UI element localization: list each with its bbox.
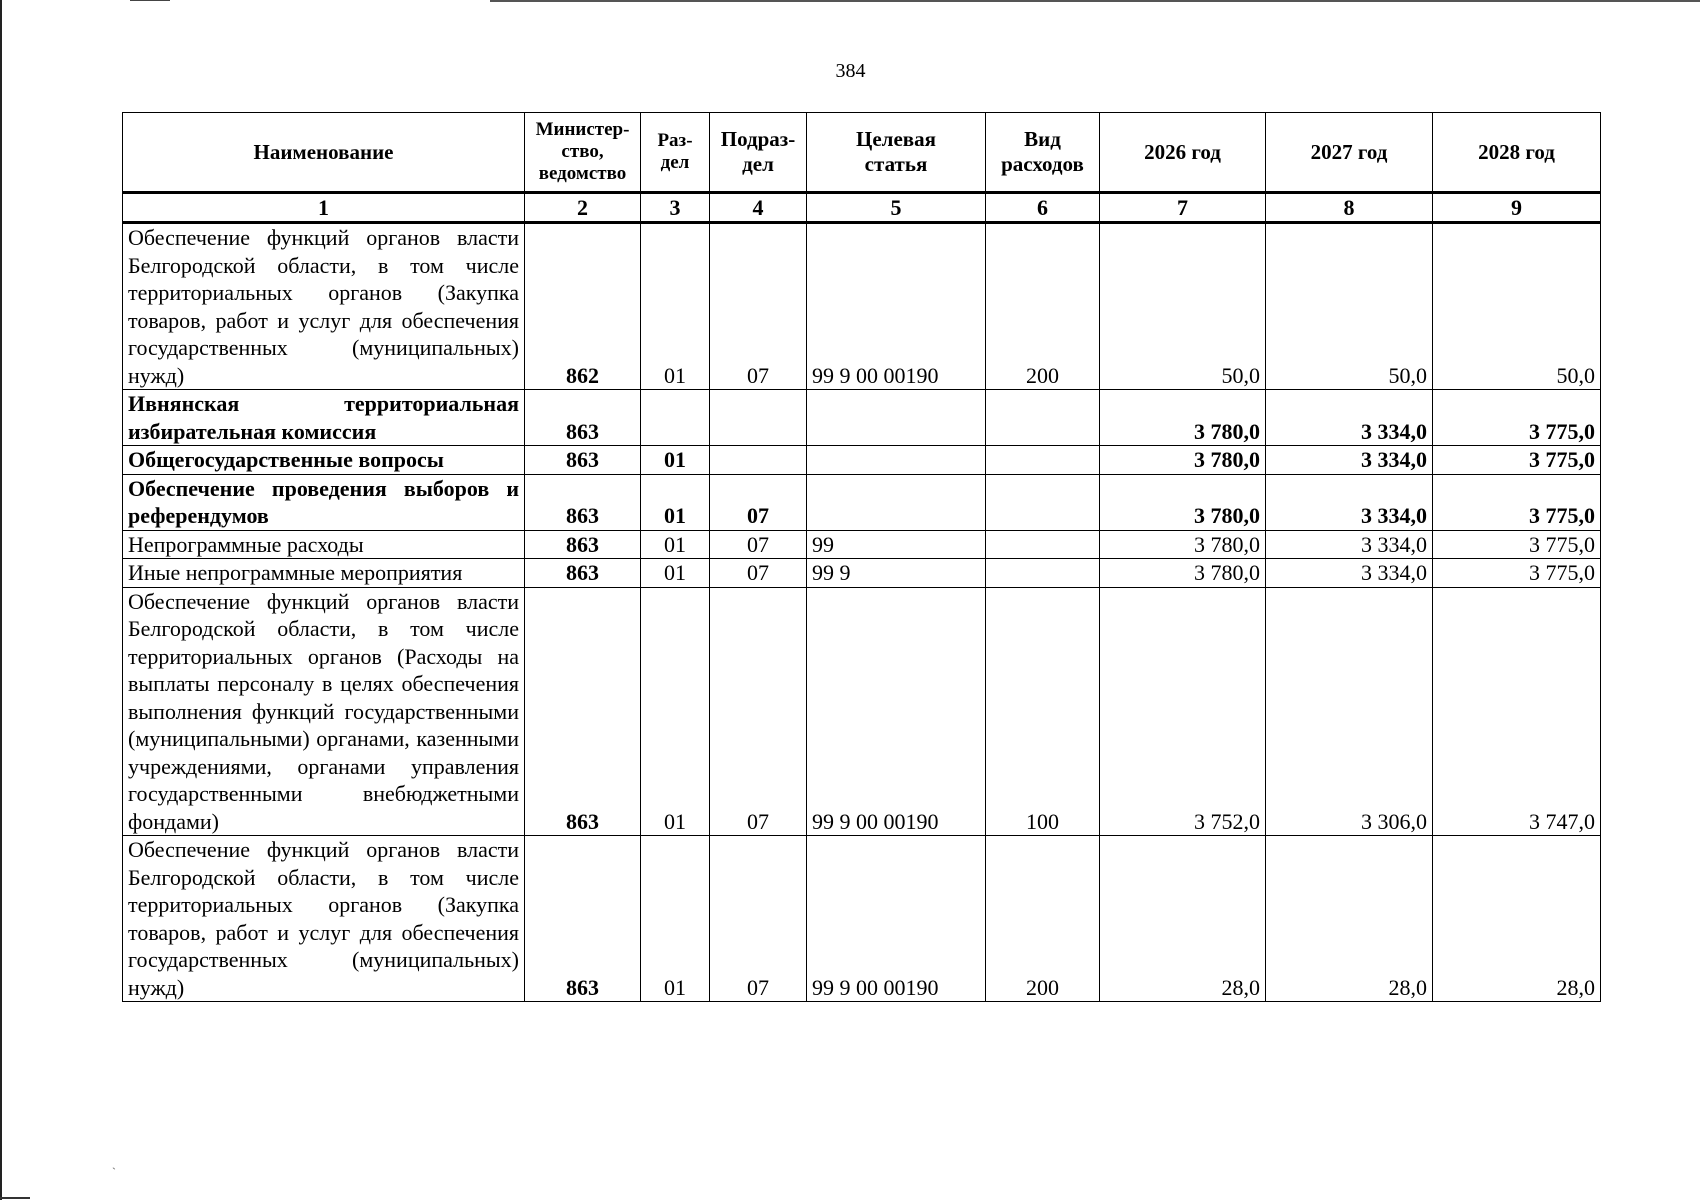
row-2027-cell: 3 334,0 [1266,530,1433,559]
col-header-name: Наименование [123,113,525,193]
row-2026-cell: 3 780,0 [1100,474,1266,530]
row-2028-cell: 3 775,0 [1433,530,1601,559]
row-2028-cell: 3 775,0 [1433,446,1601,475]
col-number: 3 [641,193,710,223]
row-name-cell: Ивнянская территориальная избирательная комиссия [123,390,525,446]
table-row [123,587,1601,836]
row-2027-cell: 50,0 [1266,223,1433,390]
row-2026-cell: 3 780,0 [1100,530,1266,559]
col-number: 5 [807,193,986,223]
row-2026-cell: 28,0 [1100,836,1266,1002]
col-number: 9 [1433,193,1601,223]
row-2026-cell: 3 752,0 [1100,587,1266,836]
row-article-cell: 99 9 [807,559,986,588]
row-ministry-cell: 863 [525,390,641,446]
row-2026-cell: 3 780,0 [1100,446,1266,475]
row-expense-type-cell: 200 [986,223,1100,390]
row-subsection-cell: 07 [710,474,807,530]
row-2027-cell: 3 334,0 [1266,474,1433,530]
col-number: 8 [1266,193,1433,223]
row-section-cell [641,390,710,446]
row-section-cell: 01 [641,223,710,390]
row-2028-cell: 3 775,0 [1433,559,1601,588]
col-number: 7 [1100,193,1266,223]
table-row [123,223,1601,390]
row-name-cell: Обеспечение функций органов власти Белгородской области, в том числе территориальных органов (Расходы на выплаты персоналу в целях обеспечения выполнения функций государственными (муниципальными) органами, казенными учреждениями, органами управления государственными внебюджетными фондами) [123,587,525,836]
row-name-cell: Обеспечение функций органов власти Белгородской области, в том числе территориальных органов (Закупка товаров, работ и услуг для обеспечения государственных (муниципальных) нужд) [123,836,525,1002]
row-ministry-cell: 863 [525,559,641,588]
table-row [123,390,1601,446]
row-2026-cell: 3 780,0 [1100,559,1266,588]
row-expense-type-cell [986,474,1100,530]
row-section-cell: 01 [641,446,710,475]
scan-edge-left [0,0,2,1200]
row-2026-cell: 50,0 [1100,223,1266,390]
col-header-2027: 2027 год [1266,113,1433,193]
col-number: 4 [710,193,807,223]
row-2027-cell: 3 334,0 [1266,559,1433,588]
row-expense-type-cell [986,390,1100,446]
row-article-cell: 99 9 00 00190 [807,223,986,390]
table-row [123,559,1601,588]
row-2028-cell: 3 747,0 [1433,587,1601,836]
row-expense-type-cell [986,530,1100,559]
row-article-cell: 99 9 00 00190 [807,836,986,1002]
row-name-cell: Общегосударственные вопросы [123,446,525,475]
header-row [123,113,1601,193]
col-number: 1 [123,193,525,223]
row-expense-type-cell: 200 [986,836,1100,1002]
row-article-cell: 99 9 00 00190 [807,587,986,836]
row-2027-cell: 3 334,0 [1266,446,1433,475]
table-body [123,223,1601,1002]
row-expense-type-cell [986,559,1100,588]
row-name-cell: Обеспечение проведения выборов и референдумов [123,474,525,530]
table-row [123,530,1601,559]
scan-edge-bottom [0,1197,30,1199]
row-article-cell [807,390,986,446]
row-subsection-cell: 07 [710,223,807,390]
row-article-cell [807,446,986,475]
page-number: 384 [835,60,866,82]
col-number: 6 [986,193,1100,223]
row-subsection-cell [710,446,807,475]
row-section-cell: 01 [641,587,710,836]
column-number-row [123,193,1601,223]
row-article-cell: 99 [807,530,986,559]
row-subsection-cell: 07 [710,836,807,1002]
row-2026-cell: 3 780,0 [1100,390,1266,446]
row-2027-cell: 3 306,0 [1266,587,1433,836]
col-header-subsection: Подраз- дел [710,113,807,193]
budget-table [122,112,1601,1002]
table-row [123,836,1601,1002]
row-ministry-cell: 863 [525,587,641,836]
row-ministry-cell: 863 [525,836,641,1002]
row-2027-cell: 3 334,0 [1266,390,1433,446]
scan-edge-top [490,0,1700,2]
row-2027-cell: 28,0 [1266,836,1433,1002]
row-2028-cell: 28,0 [1433,836,1601,1002]
scan-mark: ` [112,1165,116,1179]
row-ministry-cell: 863 [525,474,641,530]
col-header-2028: 2028 год [1433,113,1601,193]
row-expense-type-cell: 100 [986,587,1100,836]
col-header-ministry: Министер- ство, ведомство [525,113,641,193]
row-section-cell: 01 [641,474,710,530]
row-2028-cell: 3 775,0 [1433,390,1601,446]
row-2028-cell: 50,0 [1433,223,1601,390]
row-subsection-cell: 07 [710,559,807,588]
row-article-cell [807,474,986,530]
col-number: 2 [525,193,641,223]
row-subsection-cell [710,390,807,446]
row-subsection-cell: 07 [710,587,807,836]
col-header-article: Целевая статья [807,113,986,193]
row-section-cell: 01 [641,559,710,588]
row-section-cell: 01 [641,530,710,559]
row-subsection-cell: 07 [710,530,807,559]
col-header-section: Раз- дел [641,113,710,193]
row-ministry-cell: 863 [525,530,641,559]
row-ministry-cell: 863 [525,446,641,475]
row-expense-type-cell [986,446,1100,475]
row-name-cell: Иные непрограммные мероприятия [123,559,525,588]
row-2028-cell: 3 775,0 [1433,474,1601,530]
table-row [123,474,1601,530]
row-name-cell: Непрограммные расходы [123,530,525,559]
col-header-2026: 2026 год [1100,113,1266,193]
scan-edge-top [130,0,170,1]
row-name-cell: Обеспечение функций органов власти Белгородской области, в том числе территориальных органов (Закупка товаров, работ и услуг для обеспечения государственных (муниципальных) нужд) [123,223,525,390]
row-ministry-cell: 862 [525,223,641,390]
row-section-cell: 01 [641,836,710,1002]
table-row [123,446,1601,475]
col-header-expense-type: Вид расходов [986,113,1100,193]
